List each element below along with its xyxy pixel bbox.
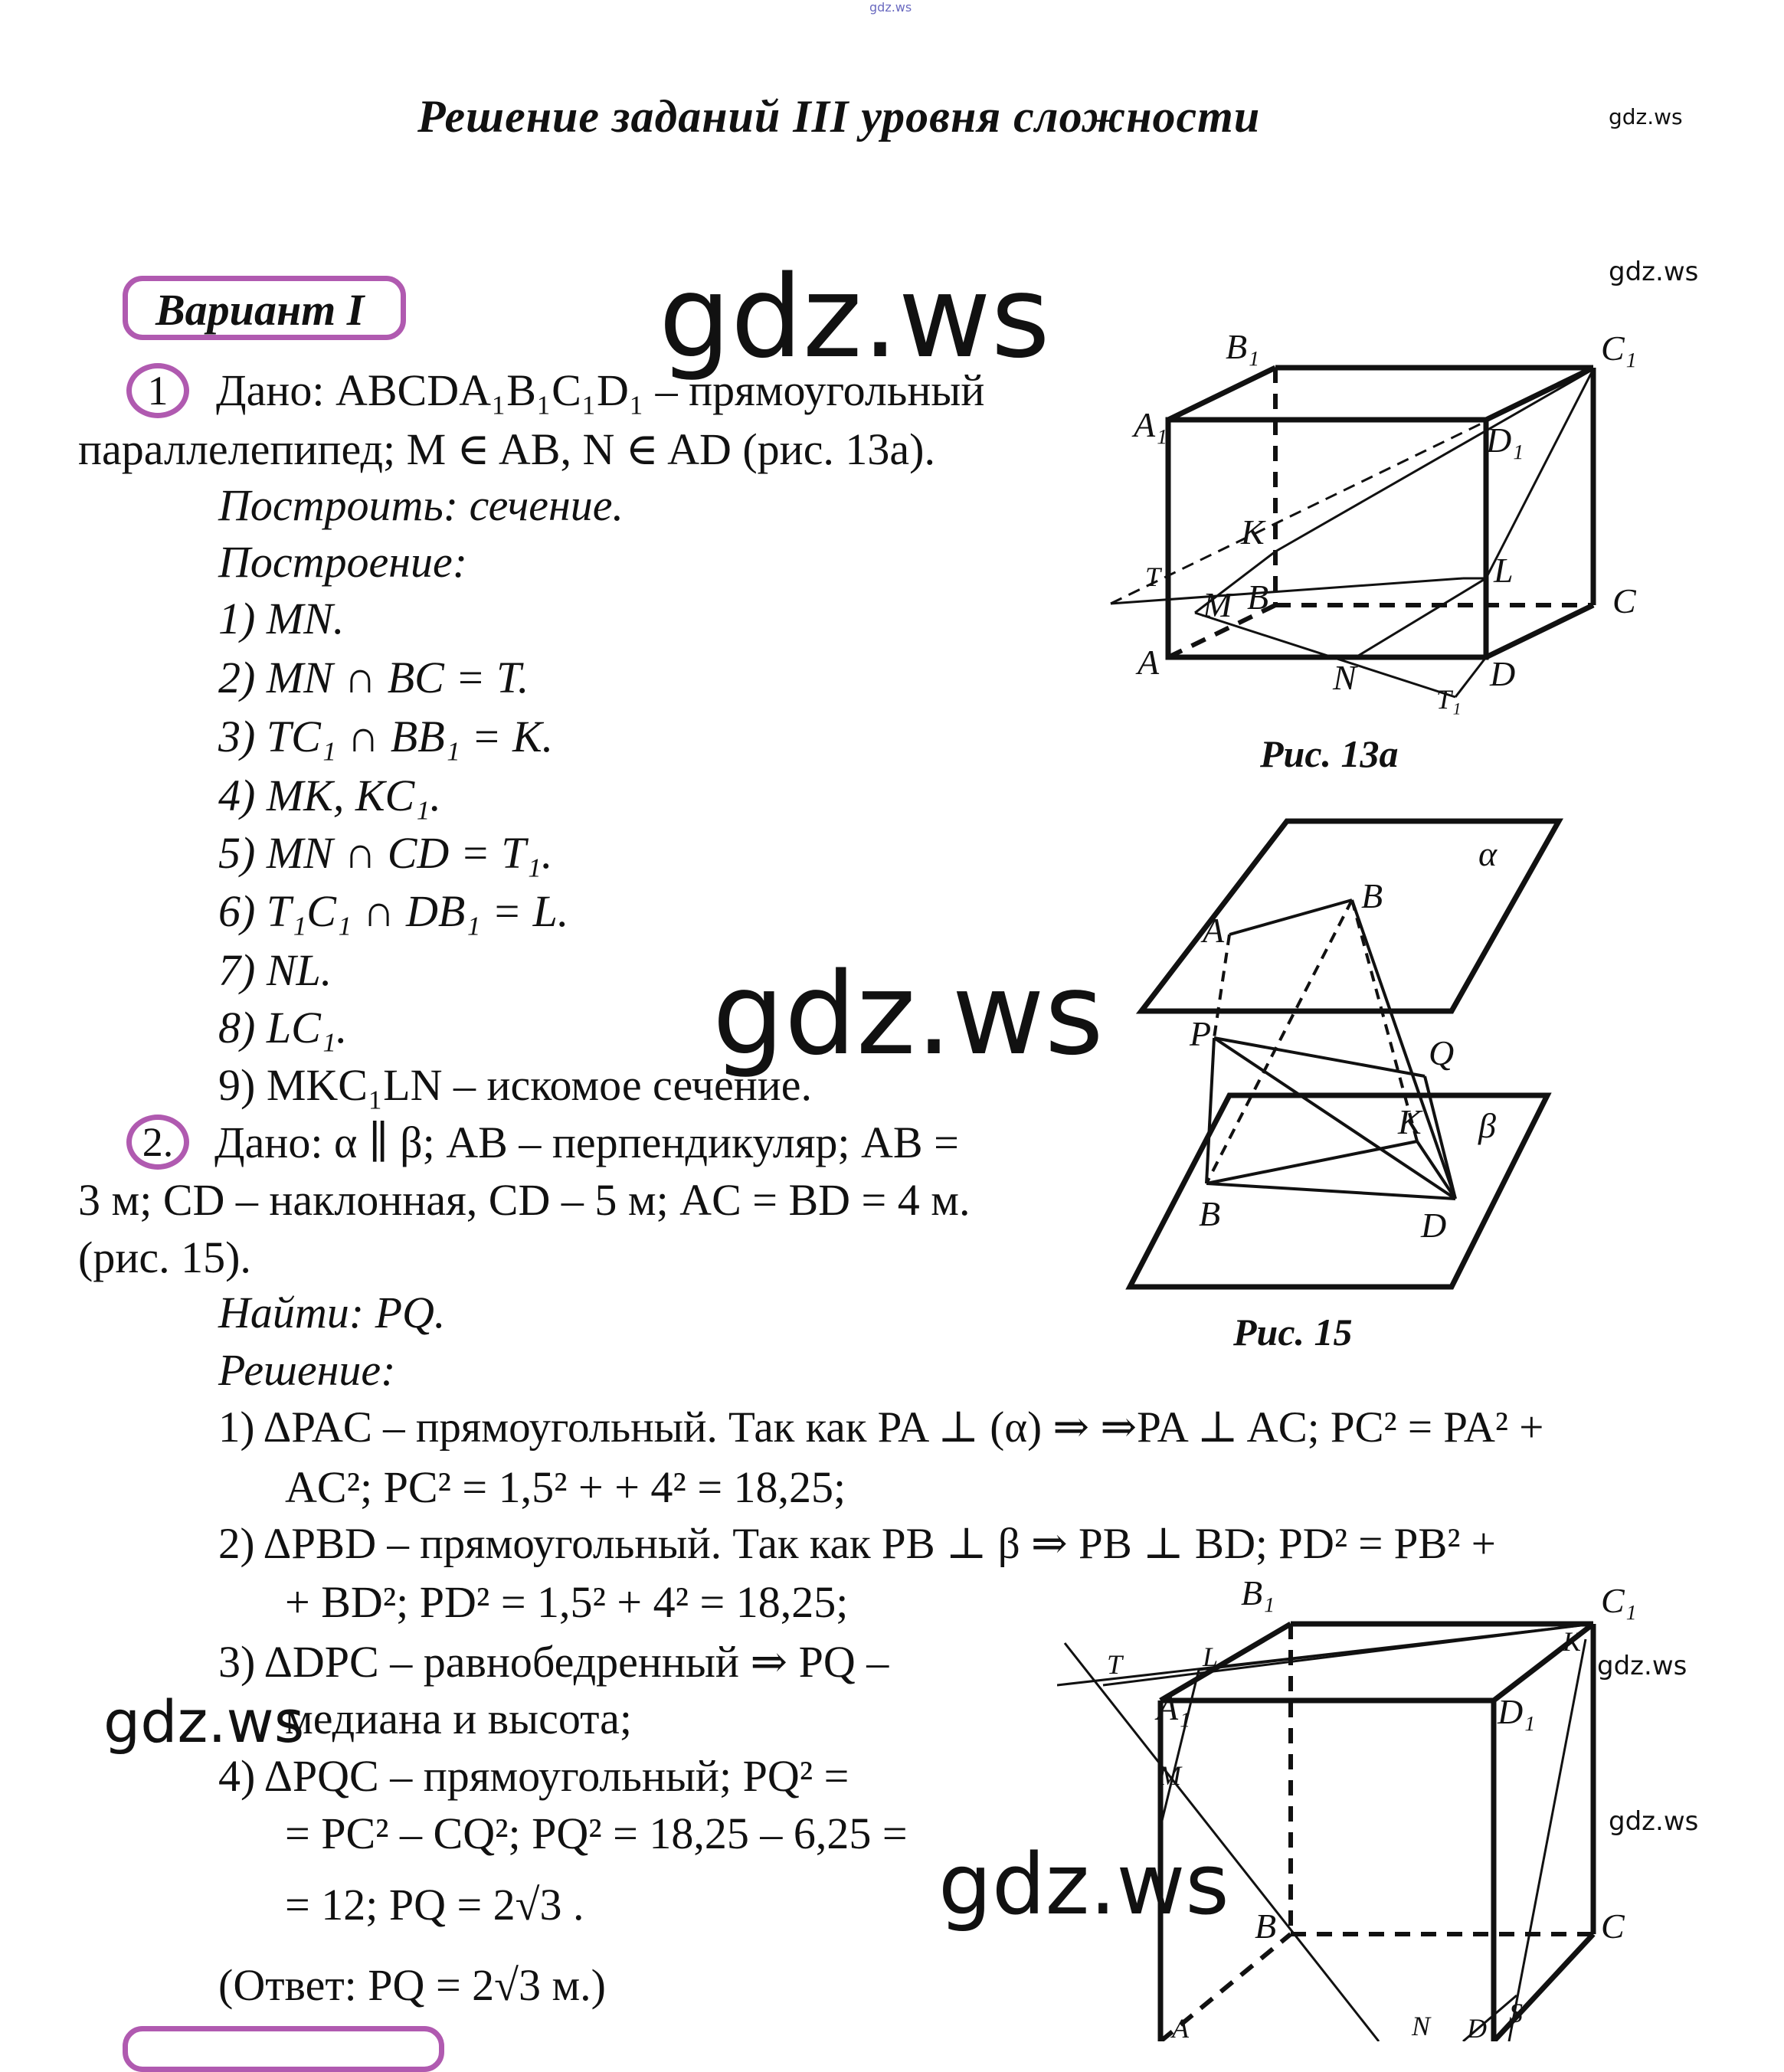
problem-2-given-line2: 3 м; CD – наклонная, CD – 5 м; AC = BD = 4 м. [78, 1175, 971, 1225]
label-B-top: B [1361, 876, 1383, 915]
watermark-big: gdz.ws [712, 948, 1104, 1080]
label-B1: B₁ [1226, 327, 1260, 366]
problem-1-step: 2) MN ∩ BC = T. [218, 653, 529, 702]
next-variant-box [123, 2026, 444, 2072]
problem-2-given-line3: (рис. 15). [78, 1232, 251, 1282]
watermark-big: gdz.ws [659, 251, 1050, 383]
problem-2-step-2-cont: + BD²; PD² = 1,5² + 4² = 18,25; [285, 1577, 849, 1627]
problem-1-step: 5) MN ∩ CD = T₁. [218, 828, 553, 878]
label-M: M [1158, 1760, 1181, 1791]
figure-cube-bottom [1057, 1566, 1670, 2041]
figure-13a-caption: Рис. 13а [1260, 732, 1399, 775]
problem-1-step: 8) LC₁. [218, 1003, 348, 1052]
problem-2-step-1: 1) ΔPAC – прямоугольный. Так как PA ⊥ (α) ⇒ ⇒PA ⊥ AC; PC² = PA² + [218, 1403, 1544, 1452]
watermark-big: gdz.ws [938, 1835, 1229, 1933]
label-A: A [1203, 911, 1225, 950]
problem-1-step: 4) MK, KC₁. [218, 771, 441, 820]
problem-1-task: Построить: сечение. [218, 480, 624, 530]
problem-2-step-3-cont: медиана и высота; [285, 1694, 633, 1743]
label-K: K [1398, 1102, 1422, 1141]
problem-2-step-2: 2) ΔPBD – прямоугольный. Так как PB ⊥ β ⇒ PB ⊥ BD; PD² = PB² + [218, 1520, 1496, 1568]
label-D: D [1467, 2013, 1487, 2041]
problem-1-given-line2: параллелепипед; M ∈ AB, N ∈ AD (рис. 13а). [78, 424, 935, 474]
label-A: A [1138, 643, 1160, 682]
label-L: L [1494, 551, 1514, 590]
label-A: A [1172, 2013, 1189, 2041]
label-B: B [1255, 1907, 1277, 1946]
label-B1: B₁ [1241, 1573, 1275, 1612]
problem-1-step: 3) TC₁ ∩ BB₁ = K. [218, 712, 554, 761]
watermark-small: gdz.ws [1609, 104, 1683, 129]
problem-2-step-4: 4) ΔPQC – прямоугольный; PQ² = [218, 1751, 849, 1801]
label-N: N [1412, 2011, 1431, 2041]
problem-2-given-line1: Дано: α ∥ β; AB – перпендикуляр; AB = [214, 1118, 959, 1167]
label-K: K [1241, 512, 1265, 552]
problem-1-step: 6) T₁C₁ ∩ DB₁ = L. [218, 886, 569, 936]
problem-2-step-4-result: = 12; PQ = 2√3 . [285, 1880, 584, 1930]
label-B: B [1247, 578, 1269, 617]
label-M: M [1203, 585, 1232, 624]
label-B: B [1199, 1194, 1221, 1233]
label-L: L [1203, 1642, 1219, 1672]
problem-1-construction-title: Построение: [218, 537, 468, 587]
label-C: C [1612, 581, 1636, 620]
page-header: Решение заданий III уровня сложности [417, 91, 1261, 142]
label-T1: T₁ [1436, 684, 1462, 715]
problem-1-step: 1) MN. [218, 594, 345, 643]
label-N: N [1333, 658, 1357, 697]
label-D1: D₁ [1498, 1692, 1536, 1731]
problem-1-step: 7) NL. [218, 945, 332, 995]
problem-2-solution-title: Решение: [218, 1345, 396, 1395]
problem-2-step-1-cont: AC²; PC² = 1,5² + + 4² = 18,25; [285, 1462, 846, 1512]
problem-2-step-3: 3) ΔDPC – равнобедренный ⇒ PQ – [218, 1637, 889, 1687]
label-D: D [1490, 654, 1516, 693]
figure-15 [1122, 812, 1582, 1295]
figure-13a [1103, 322, 1685, 720]
problem-1-number: 1 [126, 363, 189, 418]
label-C1: C₁ [1601, 329, 1637, 368]
watermark-small: gdz.ws [1609, 1806, 1699, 1837]
label-K: K [1563, 1626, 1582, 1657]
variant-label: Вариант I [155, 285, 365, 335]
watermark-tiny: gdz.ws [869, 0, 912, 15]
label-S: S [1509, 1998, 1523, 2028]
problem-2-step-4-cont: = PC² – CQ²; PQ² = 18,25 – 6,25 = [285, 1808, 908, 1858]
label-D1: D₁ [1486, 421, 1524, 460]
label-C: C [1601, 1907, 1625, 1946]
label-C1: C₁ [1601, 1581, 1637, 1620]
label-P: P [1190, 1014, 1212, 1053]
watermark-mid: gdz.ws [103, 1687, 305, 1756]
label-T: T [1107, 1649, 1123, 1680]
label-alpha: α [1478, 834, 1498, 873]
watermark-small: gdz.ws [1609, 257, 1699, 287]
label-A1: A₁ [1157, 1688, 1191, 1727]
problem-2-number: 2. [126, 1115, 189, 1170]
variant-label-box [123, 276, 406, 340]
label-Q: Q [1429, 1033, 1455, 1072]
watermark-small: gdz.ws [1597, 1651, 1687, 1681]
figure-15-caption: Рис. 15 [1233, 1311, 1353, 1354]
problem-1-step: 9) MKC₁LN – искомое сечение. [218, 1060, 813, 1110]
problem-1-given-line1: Дано: ABCDA₁B₁C₁D₁ – прямоугольный [216, 365, 985, 415]
problem-2-answer: (Ответ: PQ = 2√3 м.) [218, 1960, 606, 2010]
label-T: T [1145, 561, 1161, 592]
label-D: D [1421, 1206, 1447, 1245]
problem-2-find: Найти: PQ. [218, 1288, 446, 1337]
label-A1: A₁ [1134, 405, 1168, 444]
label-beta: β [1478, 1106, 1496, 1145]
